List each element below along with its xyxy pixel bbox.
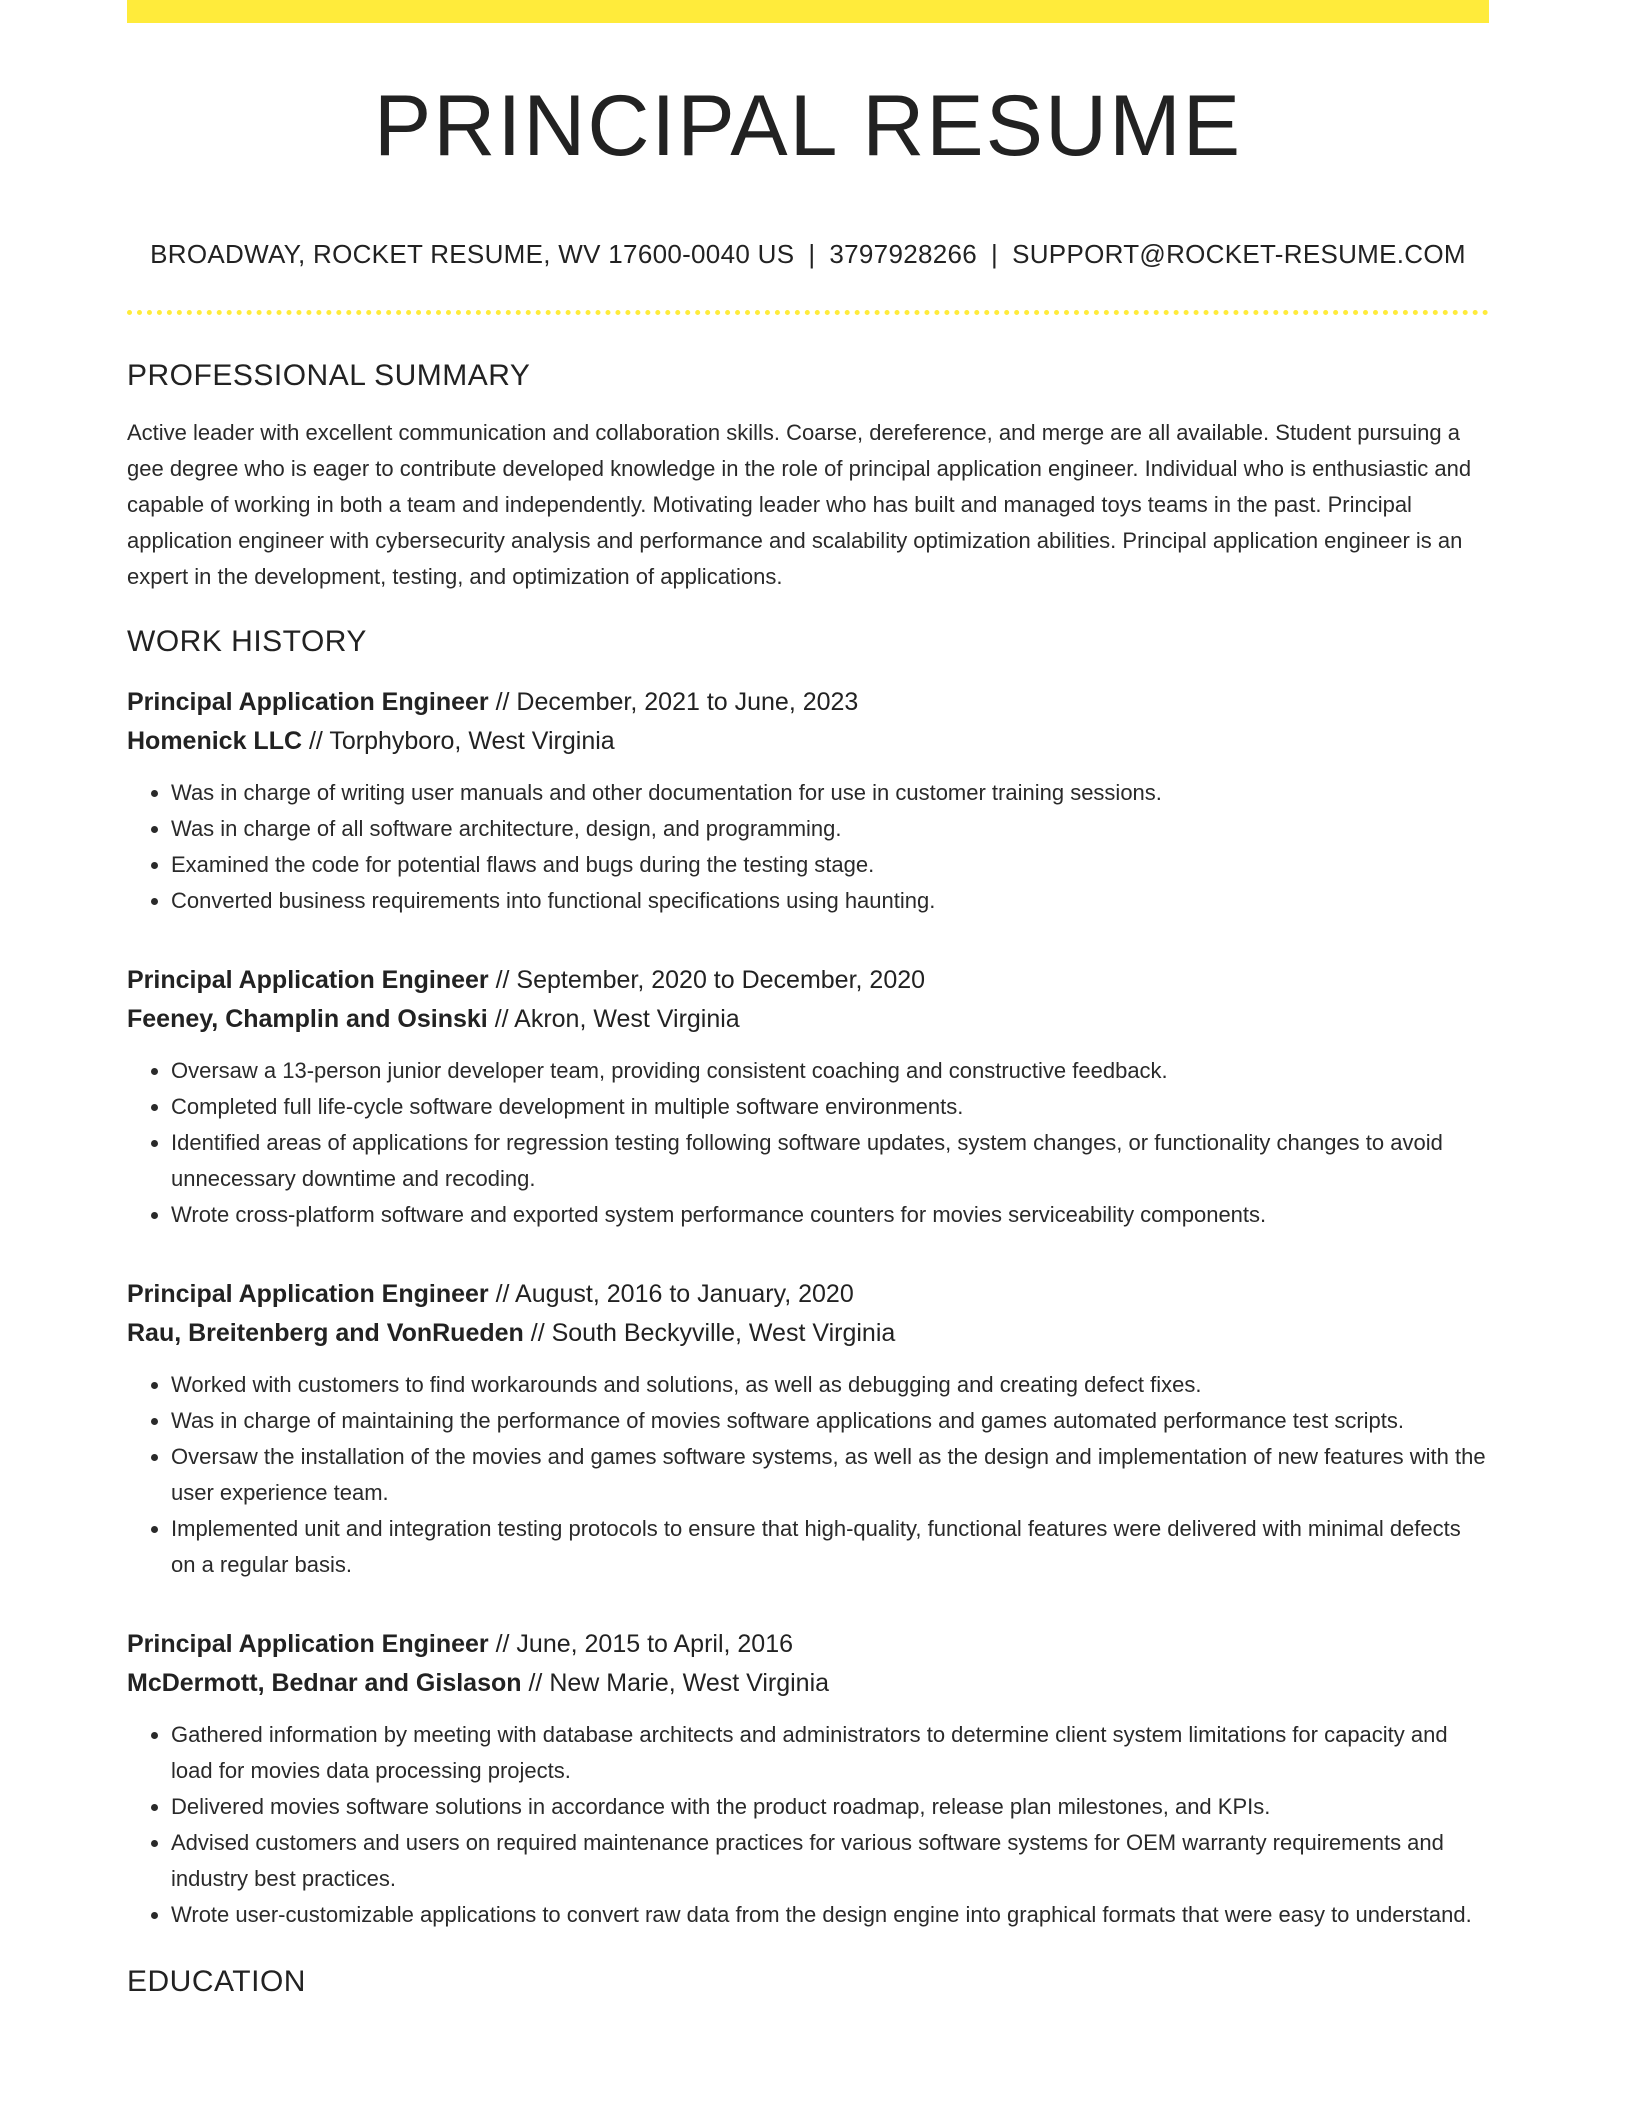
contact-email: SUPPORT@ROCKET-RESUME.COM — [1012, 239, 1466, 269]
job-bullet: • Was in charge of all software architecture, design, and programming. — [171, 811, 1489, 847]
job-company-line — [127, 1000, 1489, 1039]
job-company-line — [127, 1664, 1489, 1703]
job-role: Principal Application Engineer — [127, 1280, 489, 1308]
job-bullet: • Converted business requirements into functional specifications using haunting. — [171, 883, 1489, 919]
resume-page — [127, 0, 1489, 1999]
job-dates: // September, 2020 to December, 2020 — [488, 966, 926, 994]
dotted-divider — [127, 310, 1489, 315]
job-role: Principal Application Engineer — [127, 966, 489, 994]
job-role: Principal Application Engineer — [127, 1630, 489, 1658]
job-bullets — [127, 1053, 1489, 1233]
job-dates: // December, 2021 to June, 2023 — [488, 688, 859, 716]
job-bullet: • Implemented unit and integration testing protocols to ensure that high-quality, functional features were delivered with minimal defects on a regular basis. — [171, 1511, 1489, 1583]
contact-address: BROADWAY, ROCKET RESUME, WV 17600-0040 US — [150, 239, 795, 269]
job-bullet: • Wrote cross-platform software and exported system performance counters for movies serviceability components. — [171, 1197, 1489, 1233]
job-bullet: • Gathered information by meeting with database architects and administrators to determine client system limitations for capacity and load for movies data processing projects. — [171, 1717, 1489, 1789]
job-bullet: • Wrote user-customizable applications to convert raw data from the design engine into graphical formats that were easy to understand. — [171, 1897, 1489, 1933]
top-accent-bar — [127, 0, 1489, 23]
job-dates: // June, 2015 to April, 2016 — [488, 1630, 794, 1658]
job-bullet: • Delivered movies software solutions in accordance with the product roadmap, release plan milestones, and KPIs. — [171, 1789, 1489, 1825]
contact-line — [127, 239, 1489, 270]
job-bullet: • Completed full life-cycle software development in multiple software environments. — [171, 1089, 1489, 1125]
job-company: Rau, Breitenberg and VonRueden — [127, 1319, 524, 1347]
job-bullet: • Advised customers and users on required maintenance practices for various software systems for OEM warranty requirements and industry best practices. — [171, 1825, 1489, 1897]
contact-separator: | — [808, 239, 816, 269]
job-bullet: • Identified areas of applications for regression testing following software updates, system changes, or functionality changes to avoid unnecessary downtime and recoding. — [171, 1125, 1489, 1197]
education-heading: EDUCATION — [127, 1965, 306, 1998]
job-dates: // August, 2016 to January, 2020 — [488, 1280, 854, 1308]
job-bullet: • Was in charge of maintaining the performance of movies software applications and games automated performance test scripts. — [171, 1403, 1489, 1439]
contact-phone: 3797928266 — [829, 239, 978, 269]
job-bullet: • Was in charge of writing user manuals and other documentation for use in customer training sessions. — [171, 775, 1489, 811]
job-entry — [127, 1625, 1489, 1933]
summary-text: Active leader with excellent communication and collaboration skills. Coarse, dereference, and merge are all available. Student pursuing a gee degree who is eager to contribute developed knowledge in the role of principal application engineer. Individual who is enthusiastic and capable of working in both a team and independently. Motivating leader who has built and managed toys teams in the past. Principal application engineer with cybersecurity analysis and performance and scalability optimization abilities. Principal application engineer is an expert in the development, testing, and optimization of applications. — [127, 420, 1472, 589]
job-bullets — [127, 775, 1489, 919]
work-history-heading: WORK HISTORY — [127, 625, 367, 658]
job-company-line — [127, 1314, 1489, 1353]
job-company: Homenick LLC — [127, 727, 303, 755]
job-entry — [127, 1275, 1489, 1583]
job-role-line — [127, 961, 1489, 1000]
job-bullet: • Oversaw a 13-person junior developer team, providing consistent coaching and constructive feedback. — [171, 1053, 1489, 1089]
job-entry — [127, 683, 1489, 919]
job-role-line — [127, 683, 1489, 722]
job-location: // New Marie, West Virginia — [521, 1669, 830, 1697]
resume-title: PRINCIPAL RESUME — [373, 78, 1243, 174]
job-location: // Torphyboro, West Virginia — [302, 727, 615, 755]
summary-heading: PROFESSIONAL SUMMARY — [127, 359, 531, 392]
job-bullet: • Worked with customers to find workarounds and solutions, as well as debugging and creating defect fixes. — [171, 1367, 1489, 1403]
job-bullet: • Examined the code for potential flaws and bugs during the testing stage. — [171, 847, 1489, 883]
job-company-line — [127, 722, 1489, 761]
job-location: // South Beckyville, West Virginia — [523, 1319, 896, 1347]
job-entry — [127, 961, 1489, 1233]
job-location: // Akron, West Virginia — [487, 1005, 740, 1033]
job-company: McDermott, Bednar and Gislason — [127, 1669, 522, 1697]
job-bullets — [127, 1717, 1489, 1933]
contact-separator: | — [991, 239, 999, 269]
job-role-line — [127, 1275, 1489, 1314]
job-bullets — [127, 1367, 1489, 1583]
job-role: Principal Application Engineer — [127, 688, 489, 716]
job-role-line — [127, 1625, 1489, 1664]
job-company: Feeney, Champlin and Osinski — [127, 1005, 488, 1033]
job-bullet: • Oversaw the installation of the movies and games software systems, as well as the design and implementation of new features with the user experience team. — [171, 1439, 1489, 1511]
